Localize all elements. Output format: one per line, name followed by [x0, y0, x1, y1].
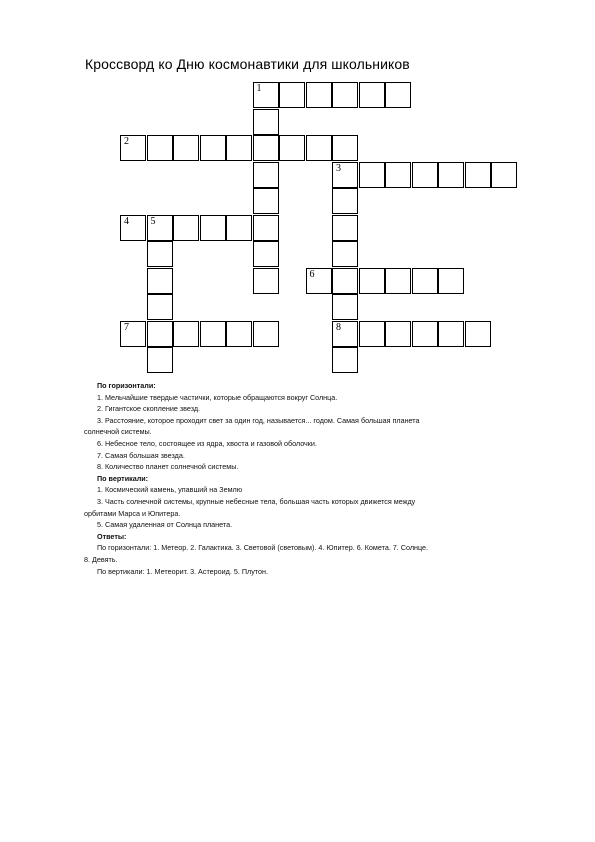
crossword-cell[interactable]: [359, 268, 385, 294]
clue-h2: 2. Гигантское скопление звезд.: [97, 404, 201, 414]
crossword-cell[interactable]: [332, 135, 358, 161]
clue-h6: 6. Небесное тело, состоящее из ядра, хвоста и газовой оболочки.: [97, 438, 317, 448]
clue-number: 8: [336, 321, 341, 333]
clue-number: 6: [309, 268, 315, 280]
crossword-cell[interactable]: [147, 215, 173, 241]
crossword-cell[interactable]: [226, 215, 252, 241]
clue-h3-line2: солнечной системы.: [84, 427, 152, 437]
crossword-cell[interactable]: [173, 321, 199, 347]
clue-number: 5: [150, 215, 156, 227]
crossword-cell[interactable]: [200, 321, 226, 347]
crossword-cell[interactable]: [332, 82, 358, 108]
crossword-cell[interactable]: [438, 162, 464, 188]
crossword-cell[interactable]: [385, 268, 411, 294]
crossword-cell[interactable]: [120, 321, 146, 347]
crossword-cell[interactable]: [412, 268, 438, 294]
crossword-cell[interactable]: [412, 321, 438, 347]
crossword-cell[interactable]: [253, 109, 279, 135]
answers-horizontal-line1: По горизонтали: 1. Метеор. 2. Галактика. 3. Световой (световым). 4. Юпитер. 6. Комета. 7. Солнце.: [97, 543, 429, 553]
crossword-cell[interactable]: [385, 82, 411, 108]
crossword-cell[interactable]: [332, 321, 358, 347]
crossword-cell[interactable]: [253, 215, 279, 241]
answers-horizontal-line2: 8. Девять.: [84, 554, 118, 564]
crossword-cell[interactable]: [332, 268, 358, 294]
vertical-heading: По вертикали:: [97, 473, 149, 483]
clue-h1: 1. Мельчайшие твердые частички, которые обращаются вокруг Солнца.: [97, 392, 338, 402]
clue-v1: 1. Космический камень, упавший на Землю: [97, 485, 243, 495]
clue-number: 2: [124, 136, 129, 147]
page-title: Кроссворд ко Дню космонавтики для школьников: [85, 56, 410, 72]
crossword-cell[interactable]: [332, 215, 358, 241]
crossword-cell[interactable]: [147, 347, 173, 373]
crossword-cell[interactable]: [173, 215, 199, 241]
crossword-cell[interactable]: [120, 135, 146, 161]
crossword-cell[interactable]: [491, 162, 517, 188]
clue-v3-line1: 3. Часть солнечной системы, крупные небесные тела, большая часть которых движется между: [97, 496, 416, 506]
crossword-cell[interactable]: [120, 215, 146, 241]
clue-number: 1: [256, 83, 262, 94]
crossword-cell[interactable]: [332, 347, 358, 373]
clues-section: [84, 380, 552, 577]
clue-h3-line1: 3. Расстояние, которое проходит свет за один год, называется... годом. Самая большая планета: [97, 415, 420, 425]
clue-v5: 5. Самая удаленная от Солнца планета.: [97, 520, 233, 530]
crossword-cell[interactable]: [332, 162, 358, 188]
crossword-cell[interactable]: [253, 188, 279, 214]
crossword-cell[interactable]: [412, 162, 438, 188]
crossword-cell[interactable]: [253, 241, 279, 267]
crossword-cell[interactable]: [465, 162, 491, 188]
answers-vertical: По вертикали: 1. Метеорит. 3. Астероид. 5. Плутон.: [97, 566, 268, 576]
answers-heading: Ответы:: [97, 531, 127, 541]
clue-number: 3: [336, 162, 341, 174]
crossword-cell[interactable]: [332, 294, 358, 320]
clue-v3-line2: орбитами Марса и Юпитера.: [84, 508, 181, 518]
crossword-cell[interactable]: [147, 268, 173, 294]
horizontal-heading: По горизонтали:: [97, 381, 156, 390]
crossword-cell[interactable]: [173, 135, 199, 161]
clue-h7: 7. Самая большая звезда.: [97, 450, 185, 460]
crossword-cell[interactable]: [279, 135, 305, 161]
crossword-cell[interactable]: [306, 82, 332, 108]
crossword-cell[interactable]: [226, 135, 252, 161]
clue-h8: 8. Количество планет солнечной системы.: [97, 462, 239, 472]
crossword-cell[interactable]: [253, 268, 279, 294]
crossword-cell[interactable]: [253, 82, 279, 108]
crossword-cell[interactable]: [465, 321, 491, 347]
crossword-cell[interactable]: [359, 321, 385, 347]
crossword-cell[interactable]: [306, 268, 332, 294]
crossword-cell[interactable]: [200, 215, 226, 241]
crossword-cell[interactable]: [385, 162, 411, 188]
crossword-cell[interactable]: [438, 268, 464, 294]
crossword-cell[interactable]: [306, 135, 332, 161]
crossword-cell[interactable]: [253, 135, 279, 161]
crossword-cell[interactable]: [226, 321, 252, 347]
clue-number: 7: [124, 321, 129, 333]
crossword-cell[interactable]: [147, 294, 173, 320]
clue-number: 4: [124, 215, 129, 227]
crossword-cell[interactable]: [332, 241, 358, 267]
crossword-cell[interactable]: [147, 321, 173, 347]
crossword-cell[interactable]: [147, 241, 173, 267]
crossword-cell[interactable]: [385, 321, 411, 347]
crossword-cell[interactable]: [253, 321, 279, 347]
crossword-cell[interactable]: [147, 135, 173, 161]
crossword-cell[interactable]: [359, 82, 385, 108]
crossword-cell[interactable]: [438, 321, 464, 347]
crossword-cell[interactable]: [332, 188, 358, 214]
crossword-cell[interactable]: [253, 162, 279, 188]
crossword-cell[interactable]: [200, 135, 226, 161]
crossword-cell[interactable]: [359, 162, 385, 188]
crossword-cell[interactable]: [279, 82, 305, 108]
